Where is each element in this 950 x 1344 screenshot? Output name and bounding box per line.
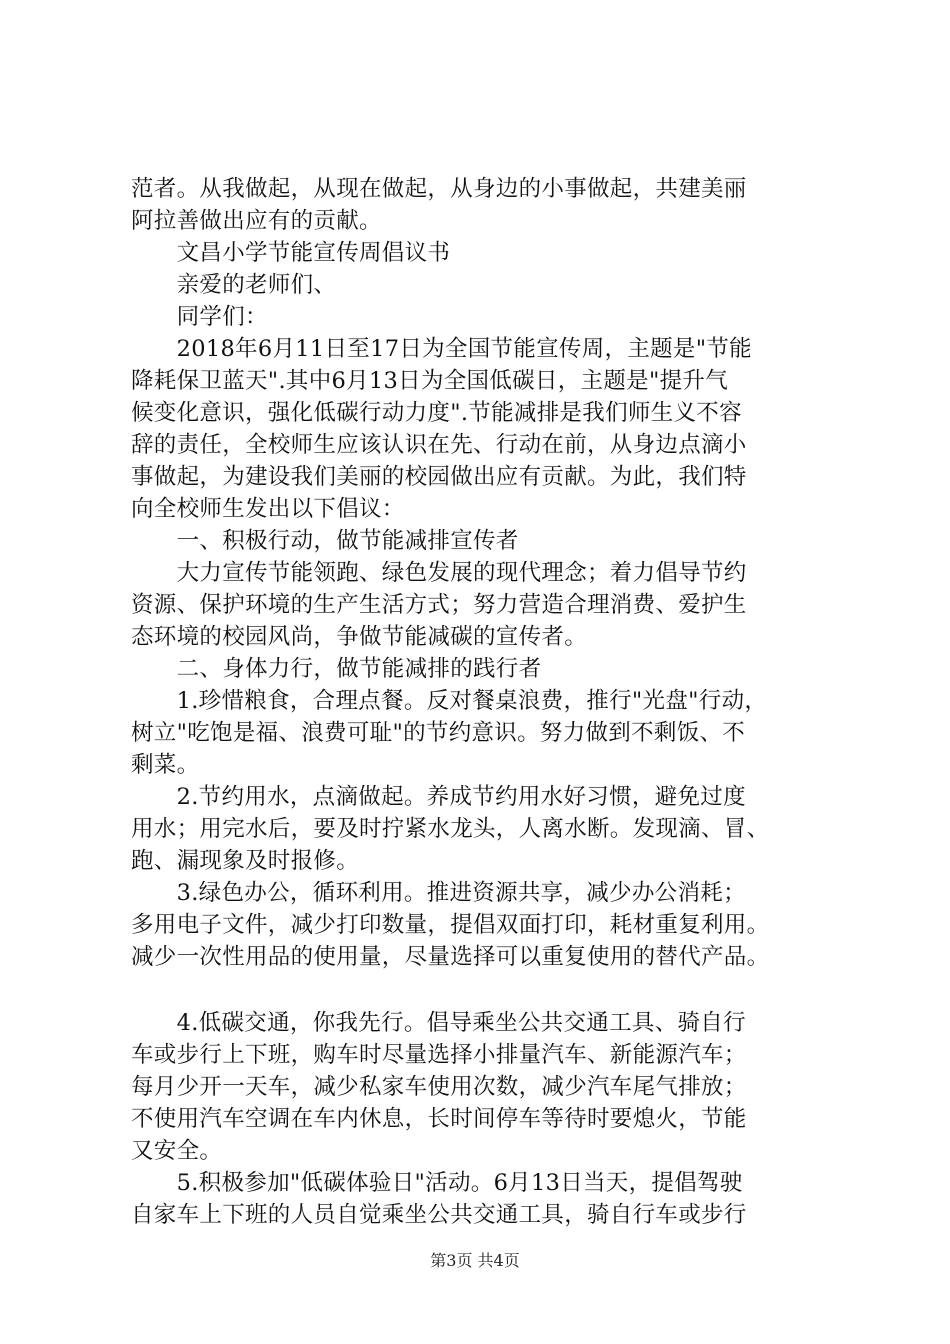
text-line: 资源、保护环境的生产生活方式；努力营造合理消费、爱护生 [131,592,747,618]
text-line: 同学们： [131,304,268,330]
text-line: 向全校师生发出以下倡议： [131,496,405,522]
text-line: 又安全。 [131,1138,223,1164]
text-line: 文昌小学节能宣传周倡议书 [131,240,451,266]
text-line: 2018年6月11日至17日为全国节能宣传周，主题是"节能 [131,336,752,362]
text-line: 每月少开一天车，减少私家车使用次数，减少汽车尾气排放； [131,1074,747,1100]
text-line: 范者。从我做起，从现在做起，从身边的小事做起，共建美丽 [131,176,747,202]
text-line: 辞的责任，全校师生应该认识在先、行动在前，从身边点滴小 [131,432,747,458]
text-line: 不使用汽车空调在车内休息，长时间停车等待时要熄火，节能 [131,1106,747,1132]
text-line: 用水；用完水后，要及时拧紧水龙头，人离水断。发现滴、冒、 [131,816,770,842]
text-line: 跑、漏现象及时报修。 [131,848,360,874]
text-line: 2.节约用水，点滴做起。养成节约用水好习惯，避免过度 [131,784,746,810]
text-line: 3.绿色办公，循环利用。推进资源共享，减少办公消耗； [131,880,746,906]
text-line: 树立"吃饱是福、浪费可耻"的节约意识。努力做到不剩饭、不 [131,720,746,746]
text-line: 多用电子文件，减少打印数量，提倡双面打印，耗材重复利用。 [131,912,770,938]
text-line: 二、身体力行，做节能减排的践行者 [131,656,542,682]
text-line: 减少一次性用品的使用量，尽量选择可以重复使用的替代产品。 [131,944,770,970]
text-line: 1.珍惜粮食，合理点餐。反对餐桌浪费，推行"光盘"行动， [131,688,768,714]
text-line: 大力宣传节能领跑、绿色发展的现代理念；着力倡导节约 [131,560,747,586]
text-line: 事做起，为建设我们美丽的校园做出应有贡献。为此，我们特 [131,464,747,490]
text-line: 5.积极参加"低碳体验日"活动。6月13日当天，提倡驾驶 [131,1170,743,1196]
text-line: 4.低碳交通，你我先行。倡导乘坐公共交通工具、骑自行 [131,1010,746,1036]
page-footer: 第3页 共4页 [430,1251,520,1270]
text-line: 剩菜。 [131,752,200,778]
text-line: 自家车上下班的人员自觉乘坐公共交通工具，骑自行车或步行 [131,1202,747,1228]
text-line: 态环境的校园风尚，争做节能减碳的宣传者。 [131,624,588,650]
text-line: 阿拉善做出应有的贡献。 [131,208,382,234]
text-line: 车或步行上下班，购车时尽量选择小排量汽车、新能源汽车； [131,1042,747,1068]
text-line: 一、积极行动，做节能减排宣传者 [131,528,519,554]
text-line: 降耗保卫蓝天".其中6月13日为全国低碳日，主题是"提升气 [131,368,728,394]
text-line: 亲爱的老师们、 [131,272,337,298]
text-line: 候变化意识，强化低碳行动力度".节能减排是我们师生义不容 [131,400,742,426]
